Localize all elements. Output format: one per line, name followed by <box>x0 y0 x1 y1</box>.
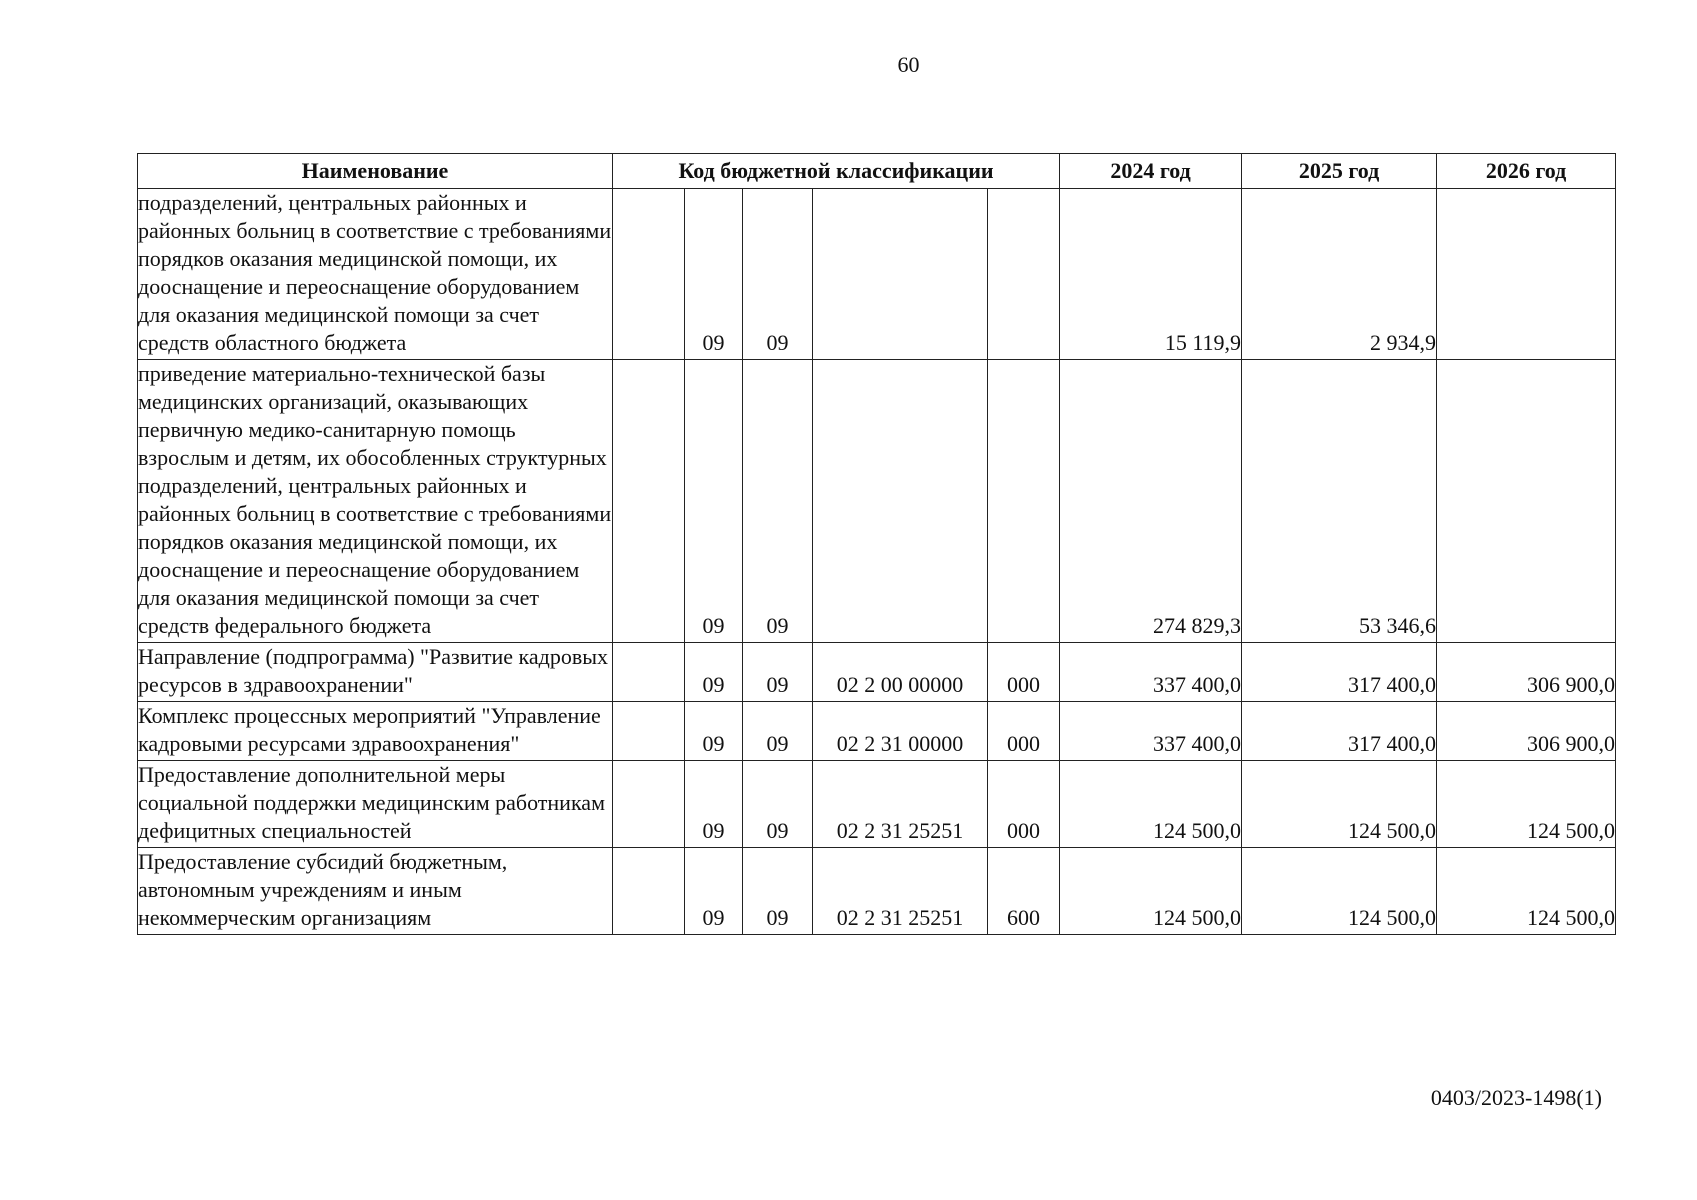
row-target-code: 02 2 31 00000 <box>813 702 988 761</box>
row-value-2024: 124 500,0 <box>1060 761 1242 848</box>
row-section-code: 09 <box>685 189 743 360</box>
row-value-2025: 124 500,0 <box>1242 761 1437 848</box>
row-value-2024: 124 500,0 <box>1060 848 1242 935</box>
document-code: 0403/2023-1498(1) <box>1430 1085 1602 1110</box>
row-name: подразделений, центральных районных и районных больниц в соответствие с требованиями порядков оказания медицинской помощи, их дооснащение и переоснащение оборудованием для оказания медицинской помощи за счет средств областного бюджета <box>138 189 613 360</box>
header-name: Наименование <box>138 154 613 189</box>
row-value-2026: 306 900,0 <box>1437 702 1616 761</box>
row-value-2025: 124 500,0 <box>1242 848 1437 935</box>
row-target-code: 02 2 31 25251 <box>813 761 988 848</box>
row-expense-code: 000 <box>988 761 1060 848</box>
table-row <box>138 643 1616 702</box>
row-target-code <box>813 189 988 360</box>
row-ministry-code <box>613 360 685 643</box>
header-2025: 2025 год <box>1242 154 1437 189</box>
row-ministry-code <box>613 189 685 360</box>
row-target-code <box>813 360 988 643</box>
row-value-2026 <box>1437 360 1616 643</box>
table-row <box>138 360 1616 643</box>
row-value-2024: 274 829,3 <box>1060 360 1242 643</box>
row-value-2026: 306 900,0 <box>1437 643 1616 702</box>
row-name: приведение материально-технической базы медицинских организаций, оказывающих первичную медико-санитарную помощь взрослым и детям, их обособленных структурных подразделений, центральных районных и районных больниц в соответствие с требованиями порядков оказания медицинской помощи, их дооснащение и переоснащение оборудованием для оказания медицинской помощи за счет средств федерального бюджета <box>138 360 613 643</box>
row-expense-code <box>988 360 1060 643</box>
table-row <box>138 189 1616 360</box>
row-name: Комплекс процессных мероприятий "Управление кадровыми ресурсами здравоохранения" <box>138 702 613 761</box>
row-section-code: 09 <box>685 643 743 702</box>
table-row <box>138 702 1616 761</box>
row-section-code: 09 <box>685 360 743 643</box>
row-expense-code <box>988 189 1060 360</box>
header-2026: 2026 год <box>1437 154 1616 189</box>
row-value-2025: 317 400,0 <box>1242 643 1437 702</box>
row-value-2025: 317 400,0 <box>1242 702 1437 761</box>
row-ministry-code <box>613 702 685 761</box>
row-ministry-code <box>613 848 685 935</box>
row-subsection-code: 09 <box>743 702 813 761</box>
row-section-code: 09 <box>685 702 743 761</box>
table-row <box>138 761 1616 848</box>
row-value-2025: 53 346,6 <box>1242 360 1437 643</box>
row-section-code: 09 <box>685 848 743 935</box>
row-ministry-code <box>613 643 685 702</box>
row-target-code: 02 2 31 25251 <box>813 848 988 935</box>
row-value-2024: 337 400,0 <box>1060 702 1242 761</box>
row-expense-code: 000 <box>988 702 1060 761</box>
row-value-2026 <box>1437 189 1616 360</box>
row-expense-code: 000 <box>988 643 1060 702</box>
row-expense-code: 600 <box>988 848 1060 935</box>
row-value-2025: 2 934,9 <box>1242 189 1437 360</box>
table-header-row <box>138 154 1616 189</box>
row-ministry-code <box>613 761 685 848</box>
row-subsection-code: 09 <box>743 848 813 935</box>
row-name: Предоставление субсидий бюджетным, автономным учреждениям и иным некоммерческим организациям <box>138 848 613 935</box>
table-row <box>138 848 1616 935</box>
row-value-2026: 124 500,0 <box>1437 848 1616 935</box>
row-subsection-code: 09 <box>743 189 813 360</box>
row-name: Направление (подпрограмма) "Развитие кадровых ресурсов в здравоохранении" <box>138 643 613 702</box>
row-name: Предоставление дополнительной меры социальной поддержки медицинским работникам дефицитных специальностей <box>138 761 613 848</box>
row-value-2024: 15 119,9 <box>1060 189 1242 360</box>
row-subsection-code: 09 <box>743 360 813 643</box>
budget-table <box>137 153 1616 935</box>
row-section-code: 09 <box>685 761 743 848</box>
row-value-2026: 124 500,0 <box>1437 761 1616 848</box>
page-number: 60 <box>897 52 920 77</box>
header-code: Код бюджетной классификации <box>613 154 1060 189</box>
row-subsection-code: 09 <box>743 761 813 848</box>
row-target-code: 02 2 00 00000 <box>813 643 988 702</box>
row-value-2024: 337 400,0 <box>1060 643 1242 702</box>
header-2024: 2024 год <box>1060 154 1242 189</box>
row-subsection-code: 09 <box>743 643 813 702</box>
